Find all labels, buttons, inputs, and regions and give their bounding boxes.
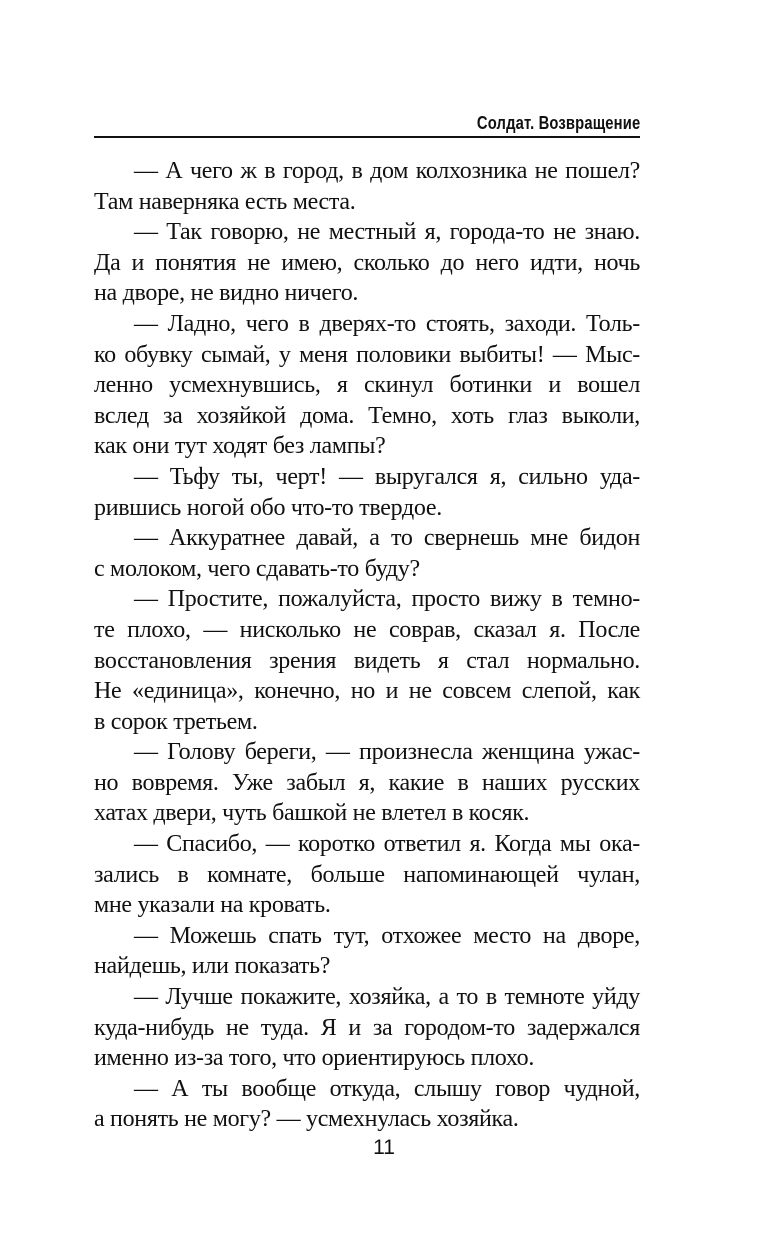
text-line: — Аккуратнее давай, а то свернешь мне бидон [134,525,640,552]
running-head-title: Солдат. Возвращение [476,113,640,133]
text-line: с молоком, чего сдавать-то буду? [94,555,420,582]
text-line: в сорок третьем. [94,708,258,735]
page-body [94,156,640,1135]
text-line: Да и понятия не имею, сколько до него идти, ночь [94,249,640,276]
text-line: — Ладно, чего в дверях-то стоять, заходи. Толь- [134,310,640,337]
text-line: мне указали на кровать. [94,892,331,919]
text-line: зались в комнате, больше напоминающей чулан, [94,861,640,888]
text-line: ко обувку сымай, у меня половики выбиты! — Мыс- [94,341,640,368]
text-line: — Лучше покажите, хозяйка, а то в темноте уйду [134,984,640,1011]
text-line: но вовремя. Уже забыл я, какие в наших русских [94,769,640,796]
text-line: вслед за хозяйкой дома. Темно, хоть глаз выколи, [94,402,640,429]
text-line: — Можешь спать тут, отхожее место на дворе, [134,922,640,949]
text-line: куда-нибудь не туда. Я и за городом-то задержался [94,1014,640,1041]
text-line: Не «единица», конечно, но и не совсем слепой, как [94,678,640,705]
text-line: ленно усмехнувшись, я скинул ботинки и вошел [94,372,640,399]
running-head [94,112,640,138]
text-line: именно из-за того, что ориентируюсь плохо. [94,1045,535,1072]
text-line: найдешь, или показать? [94,953,331,980]
text-line: — Тьфу ты, черт! — выругался я, сильно уда- [134,463,640,490]
text-line: — Простите, пожалуйста, просто вижу в темно- [134,586,640,613]
text-line: хатах двери, чуть башкой не влетел в косяк. [94,800,530,827]
text-line: — Голову береги, — произнесла женщина ужас- [134,739,640,766]
text-line: Там наверняка есть места. [94,188,356,215]
text-line: рившись ногой обо что-то твердое. [94,494,442,521]
text-line: — А ты вообще откуда, слышу говор чудной, [134,1075,640,1102]
text-line: те плохо, — нисколько не соврав, сказал я. После [94,616,640,643]
text-line: — Так говорю, не местный я, города-то не знаю. [134,219,640,246]
text-line: восстановления зрения видеть я стал нормально. [94,647,640,674]
text-line: — Спасибо, — коротко ответил я. Когда мы ока- [134,831,640,858]
page-number: 11 [373,1136,395,1159]
text-line: на дворе, не видно ничего. [94,280,359,307]
text-line: — А чего ж в город, в дом колхозника не пошел? [134,158,640,184]
text-line: а понять не могу? — усмехнулась хозяйка. [94,1106,519,1133]
text-line: как они тут ходят без лампы? [94,433,386,460]
